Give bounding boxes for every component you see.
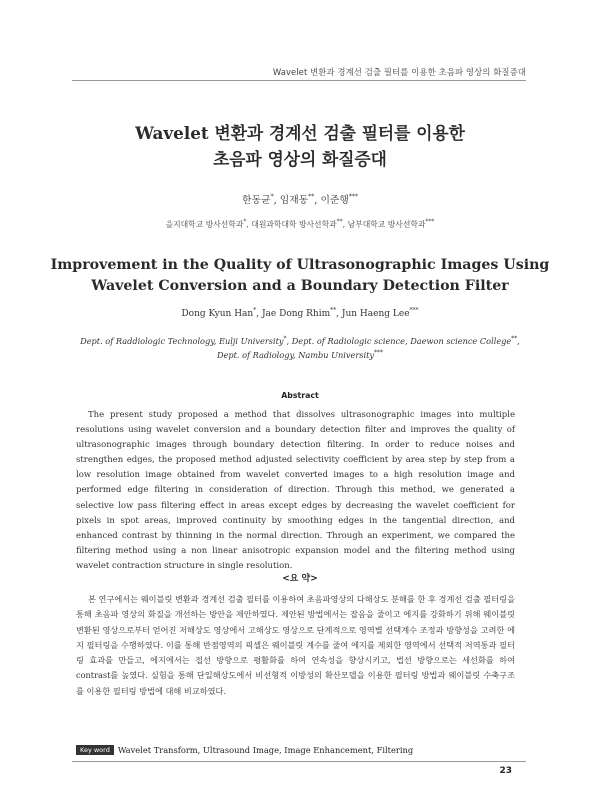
author-en-2-mark: ** bbox=[330, 307, 337, 314]
author-en-1: Dong Kyun Han bbox=[181, 309, 254, 319]
korean-title-line-2: 초음파 영상의 화질증대 bbox=[213, 149, 387, 169]
affiliation-en-3: Dept. of Radiology, Nambu University bbox=[216, 350, 375, 360]
affiliation-en-3-mark: *** bbox=[374, 349, 384, 357]
header-rule bbox=[72, 80, 526, 81]
affiliation-ko-3-mark: *** bbox=[425, 218, 435, 226]
korean-abstract-heading: <요 약> bbox=[282, 574, 318, 584]
affiliation-ko-1-mark: * bbox=[243, 218, 247, 226]
abstract-heading: Abstract bbox=[281, 391, 319, 400]
affiliation-en-line-1: Dept. of Raddiologic Technology, Eulji University*, Dept. of Radiologic science, Daewon science College**, bbox=[80, 335, 520, 346]
author-ko-2-mark: ** bbox=[308, 193, 315, 201]
english-affiliations bbox=[0, 334, 600, 362]
keywords-line bbox=[76, 745, 413, 755]
author-en-3: Jun Haeng Lee bbox=[341, 309, 410, 319]
author-en-1-mark: * bbox=[253, 307, 257, 314]
author-ko-2: 임재동 bbox=[279, 195, 309, 206]
korean-abstract-body: 본 연구에서는 웨이블릿 변환과 경계선 검출 필터를 이용하여 초음파영상의 다해상도 분해를 한 후 경계선 검출 필터링을 통해 초음파 영상의 화질을 개선하는 방안을 제안하였다. 제안된 방법에서는 잡음을 줄이고 에지를 강화하기 위해 웨이블릿 변환된 영상으로부터 얻어진 저해상도 영상에서 고해상도 영상으로 단계적으로 영역별 선택계수 조정과 방향성을 고려한 에지 필터링을 수행하였다. 이를 통해 반점영역의 픽셀은 웨이블릿 계수를 줄여 에지를 제외한 영역에서 선택적 저역통과 필터링 효과를 만들고, 에지에서는 접선 방향으로 평활화를 하여 연속성을 향상시키고, 법선 방향으로는 세선화를 하여 contrast를 높였다. 실험을 통해 단일해상도에서 비선형적 이방성의 확산모델을 이용한 필터링 방법과 웨이블릿 수축구조를 이용한 필터링 방법에 대해 비교하였다. bbox=[76, 594, 515, 696]
author-ko-3-mark: *** bbox=[348, 193, 358, 201]
abstract-body: The present study proposed a method that dissolves ultrasonographic images into multiple resolutions using wavelet conversion and a boundary detection filter and improves the quality of ultrasonographic images through boundary detection filtering. In order to reduce noises and strengthen edges, the proposed method adjusted selectivity coefficient by area step by step from a low resolution image obtained from wavelet converted images to a high resolution image and performed edge filtering in consideration of direction. Through this method, we generated a selective low pass filtering effect in areas except edges by decreasing the wavelet coefficient for pixels in spot areas, improved continuity by smoothing edges in the tangential direction, and enhanced contrast by thinning in the normal direction. Through an experiment, we compared the filtering method using a non linear anisotropic expansion model and the filtering method using wavelet contraction structure in single resolution. bbox=[76, 410, 515, 571]
author-ko-3: 이준행 bbox=[320, 195, 349, 206]
affiliation-ko-1: 을지대학교 방사선학과 bbox=[165, 220, 244, 229]
affiliation-ko-3: 남부대학교 방사선학과 bbox=[347, 220, 426, 229]
affiliation-en-line-2 bbox=[0, 348, 600, 362]
keyword-label-badge: Key word bbox=[76, 745, 114, 755]
english-title-line-1: Improvement in the Quality of Ultrasonographic Images Using bbox=[50, 257, 550, 273]
author-ko-1: 한동균 bbox=[242, 195, 271, 206]
affiliation-en-1: Dept. of Raddiologic Technology, Eulji University bbox=[80, 336, 284, 346]
korean-authors: 한동균*, 임재동**, 이준행*** bbox=[242, 193, 358, 206]
running-header: Wavelet 변환과 경계선 검출 필터를 이용한 초음파 영상의 화질증대 bbox=[272, 67, 526, 77]
english-title-line-2: Wavelet Conversion and a Boundary Detection Filter bbox=[91, 278, 509, 294]
affiliation-en-2-mark: ** bbox=[511, 335, 518, 343]
author-ko-1-mark: * bbox=[270, 193, 274, 201]
korean-title bbox=[0, 120, 600, 172]
affiliation-en-2: Dept. of Radiologic science, Daewon science College bbox=[291, 336, 512, 346]
affiliation-ko-2-mark: ** bbox=[336, 218, 343, 226]
affiliation-en-1-mark: * bbox=[283, 335, 287, 343]
english-authors: Dong Kyun Han*, Jae Dong Rhim**, Jun Haeng Lee*** bbox=[181, 307, 419, 319]
korean-affiliations: 을지대학교 방사선학과*, 대원과학대학 방사선학과**, 남부대학교 방사선학과*** bbox=[165, 218, 435, 229]
author-en-2: Jae Dong Rhim bbox=[261, 309, 331, 319]
affiliation-ko-2: 대원과학대학 방사선학과 bbox=[251, 220, 337, 229]
author-en-3-mark: *** bbox=[409, 307, 419, 314]
footer-rule bbox=[72, 761, 526, 762]
korean-title-line-1: Wavelet 변환과 경계선 검출 필터를 이용한 bbox=[135, 123, 465, 143]
english-title bbox=[0, 255, 600, 297]
keywords-text: Wavelet Transform, Ultrasound Image, Image Enhancement, Filtering bbox=[117, 745, 414, 755]
page-number: 23 bbox=[499, 766, 512, 776]
